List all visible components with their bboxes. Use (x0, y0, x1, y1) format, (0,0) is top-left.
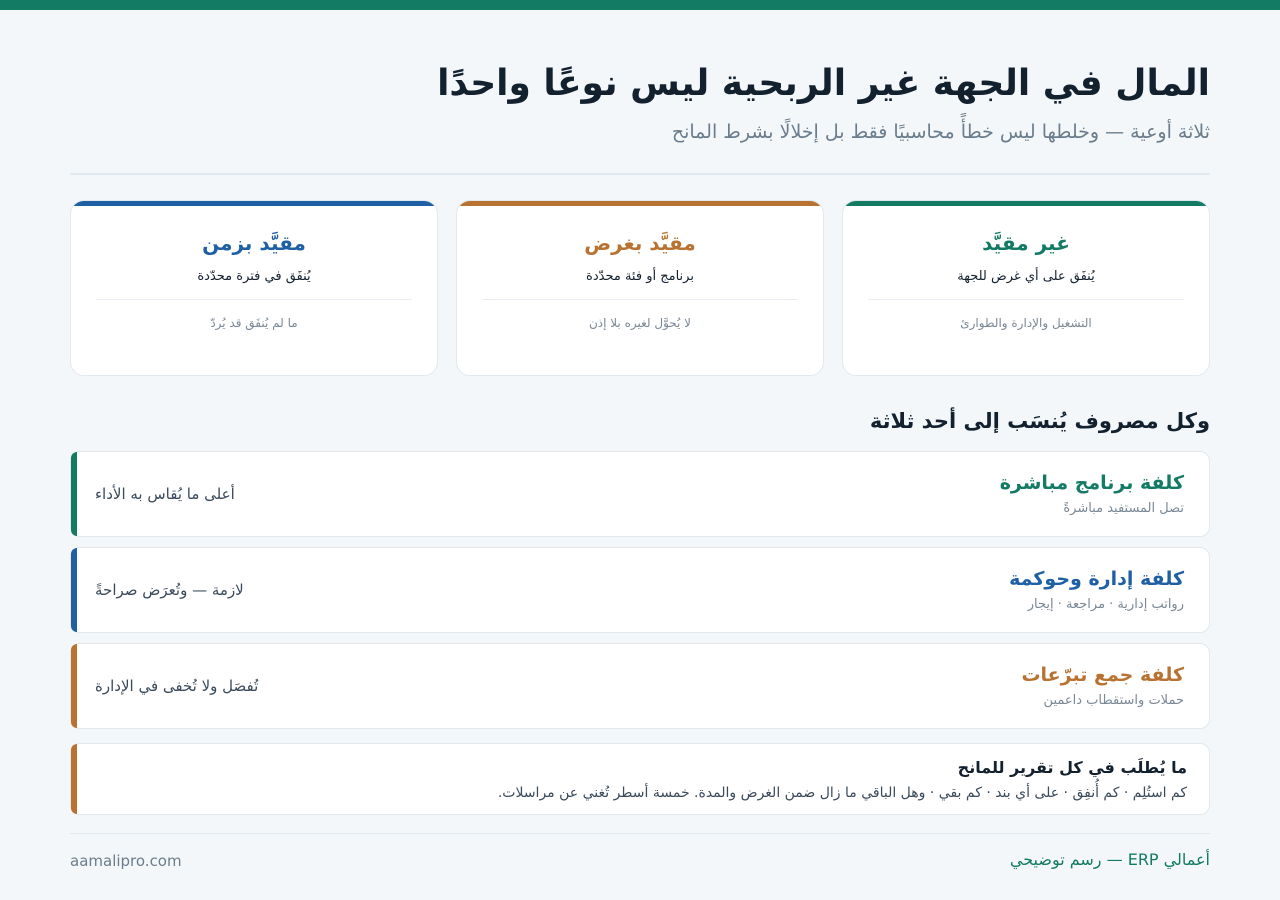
card-description: برنامج أو فئة محدّدة (586, 269, 694, 284)
cost-row-program (70, 451, 1210, 537)
requirement-accent-bar (71, 744, 77, 814)
cost-row-admin (70, 547, 1210, 633)
section-title: وكل مصروف يُنسَب إلى أحد ثلاثة (869, 409, 1210, 433)
card-description: يُنفَق في فترة محدّدة (197, 269, 311, 284)
footer-brand: أعمالي ERP — رسم توضيحي (1009, 850, 1210, 869)
cost-accent-bar (71, 452, 77, 536)
cost-side-note: لازمة — وتُعرَض صراحةً (95, 581, 244, 599)
cost-side-note: تُفصَل ولا تُخفى في الإدارة (95, 677, 259, 695)
top-accent-bar (0, 0, 1280, 10)
cost-accent-bar (71, 644, 77, 728)
cost-title: كلفة جمع تبرّعات (1021, 664, 1184, 686)
cost-accent-bar (71, 548, 77, 632)
card-note: ما لم يُنفَق قد يُردّ (210, 316, 298, 330)
fund-type-cards (70, 200, 1210, 376)
card-note: التشغيل والإدارة والطوارئ (960, 316, 1092, 330)
cost-main (1021, 662, 1184, 710)
cost-title: كلفة برنامج مباشرة (999, 472, 1184, 494)
cost-side-note: أعلى ما يُقاس به الأداء (95, 485, 235, 503)
cost-subtitle: حملات واستقطاب داعمين (1043, 693, 1184, 708)
card-accent (457, 201, 823, 206)
requirement-title: ما يُطلَب في كل تقرير للمانح (957, 758, 1187, 777)
cost-subtitle: تصل المستفيد مباشرةً (1063, 501, 1184, 516)
card-time-restricted (70, 200, 438, 376)
card-note: لا يُحوَّل لغيره بلا إذن (588, 316, 692, 330)
card-accent (71, 201, 437, 206)
cost-subtitle: رواتب إدارية · مراجعة · إيجار (1027, 597, 1184, 612)
cost-main (1009, 566, 1184, 614)
card-unrestricted (842, 200, 1210, 376)
card-description: يُنفَق على أي غرض للجهة (957, 269, 1095, 284)
card-title: مقيَّد بغرض (584, 231, 696, 255)
card-divider (96, 299, 412, 300)
card-accent (843, 201, 1209, 206)
requirement-text: كم استُلِم · كم أُنفِق · على أي بند · كم بقي · وهل الباقي ما زال ضمن الغرض والمدة. خمسة أسطر تُغني عن مراسلات. (497, 785, 1187, 801)
card-title: مقيَّد بزمن (202, 231, 306, 255)
card-divider (868, 299, 1184, 300)
header-divider (70, 173, 1210, 175)
page-title: المال في الجهة غير الربحية ليس نوعًا واحدًا (437, 63, 1210, 104)
cost-category-list (70, 451, 1210, 739)
donor-report-requirements (70, 743, 1210, 815)
footer-site-link[interactable]: aamalipro.com (70, 852, 182, 870)
footer-divider (70, 833, 1210, 834)
card-purpose-restricted (456, 200, 824, 376)
card-title: غير مقيَّد (982, 231, 1070, 255)
cost-main (1000, 470, 1184, 518)
cost-title: كلفة إدارة وحوكمة (1009, 568, 1184, 590)
cost-row-fundraising (70, 643, 1210, 729)
card-divider (482, 299, 798, 300)
page-subtitle: ثلاثة أوعية — وخلطها ليس خطأً محاسبيًا فقط بل إخلالًا بشرط المانح (671, 121, 1210, 143)
